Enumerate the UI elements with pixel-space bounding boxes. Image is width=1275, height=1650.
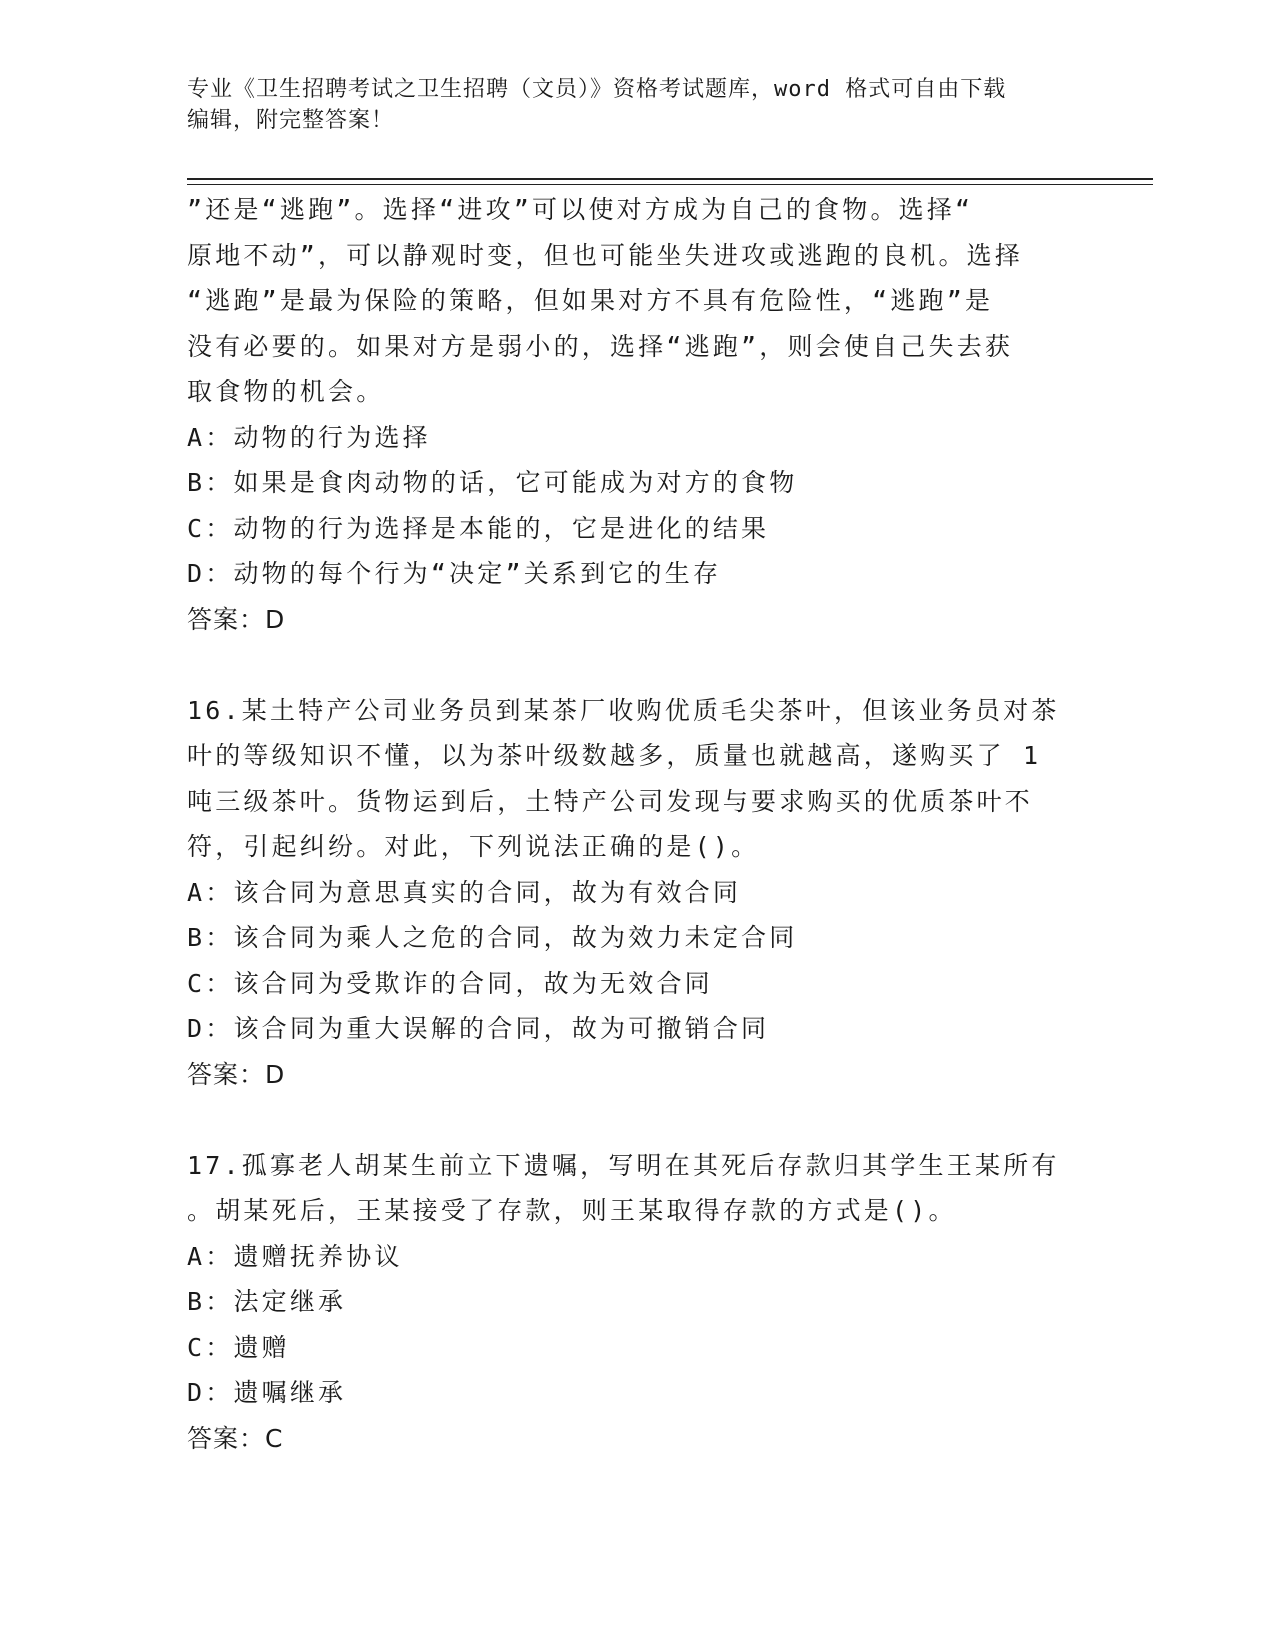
question-16 xyxy=(187,688,1077,1098)
option-d: D：该合同为重大误解的合同，故为可撤销合同 xyxy=(187,1014,770,1043)
header-rule-thin xyxy=(187,184,1153,185)
question-15-continuation xyxy=(187,187,1077,642)
question-text-line: 叶的等级知识不懂，以为茶叶级数越多，质量也就越高，遂购买了 1 xyxy=(187,741,1042,770)
page-header xyxy=(187,74,1087,136)
spacer xyxy=(187,1097,1077,1143)
option-b: B：该合同为乘人之危的合同，故为效力未定合同 xyxy=(187,923,798,952)
header-line-1: 专业《卫生招聘考试之卫生招聘（文员）》资格考试题库，word 格式可自由下载 xyxy=(187,77,1007,102)
header-rule-thick xyxy=(187,178,1153,180)
option-c: C：动物的行为选择是本能的，它是进化的结果 xyxy=(187,513,770,543)
option-c: C：该合同为受欺诈的合同，故为无效合同 xyxy=(187,968,713,998)
question-text-line: 原地不动”，可以静观时变，但也可能坐失进攻或逃跑的良机。选择 xyxy=(187,240,1024,270)
question-text-line: 。胡某死后，王某接受了存款，则王某取得存款的方式是()。 xyxy=(187,1196,957,1225)
option-a: A：该合同为意思真实的合同，故为有效合同 xyxy=(187,877,742,907)
option-c: C：遗赠 xyxy=(187,1332,290,1362)
option-d: D：动物的每个行为“决定”关系到它的生存 xyxy=(187,559,722,588)
option-a: A：遗赠抚养协议 xyxy=(187,1241,403,1271)
question-text-line: 17.孤寡老人胡某生前立下遗嘱，写明在其死后存款归其学生王某所有 xyxy=(187,1150,1060,1180)
option-a: A：动物的行为选择 xyxy=(187,422,431,452)
question-text-line: 取食物的机会。 xyxy=(187,377,385,406)
question-text-line: 没有必要的。如果对方是弱小的，选择“逃跑”，则会使自己失去获 xyxy=(187,331,1014,361)
question-text-line: 吨三级茶叶。货物运到后，土特产公司发现与要求购买的优质茶叶不 xyxy=(187,786,1034,816)
document-body xyxy=(187,187,1077,1461)
answer-line: 答案：C xyxy=(187,1423,284,1453)
question-text-line: 符，引起纠纷。对此，下列说法正确的是()。 xyxy=(187,832,760,861)
option-b: B：如果是食肉动物的话，它可能成为对方的食物 xyxy=(187,468,798,497)
question-text-line: 16.某土特产公司业务员到某茶厂收购优质毛尖茶叶，但该业务员对茶 xyxy=(187,695,1060,725)
question-17 xyxy=(187,1143,1077,1462)
header-line-2: 编辑，附完整答案！ xyxy=(187,108,395,133)
option-b: B：法定继承 xyxy=(187,1287,347,1316)
answer-line: 答案：D xyxy=(187,1059,286,1089)
spacer xyxy=(187,642,1077,688)
question-text-line: “逃跑”是最为保险的策略，但如果对方不具有危险性，“逃跑”是 xyxy=(187,286,994,315)
question-text-line: ”还是“逃跑”。选择“进攻”可以使对方成为自己的食物。选择“ xyxy=(187,195,974,224)
answer-line: 答案：D xyxy=(187,604,286,634)
option-d: D：遗嘱继承 xyxy=(187,1378,347,1407)
